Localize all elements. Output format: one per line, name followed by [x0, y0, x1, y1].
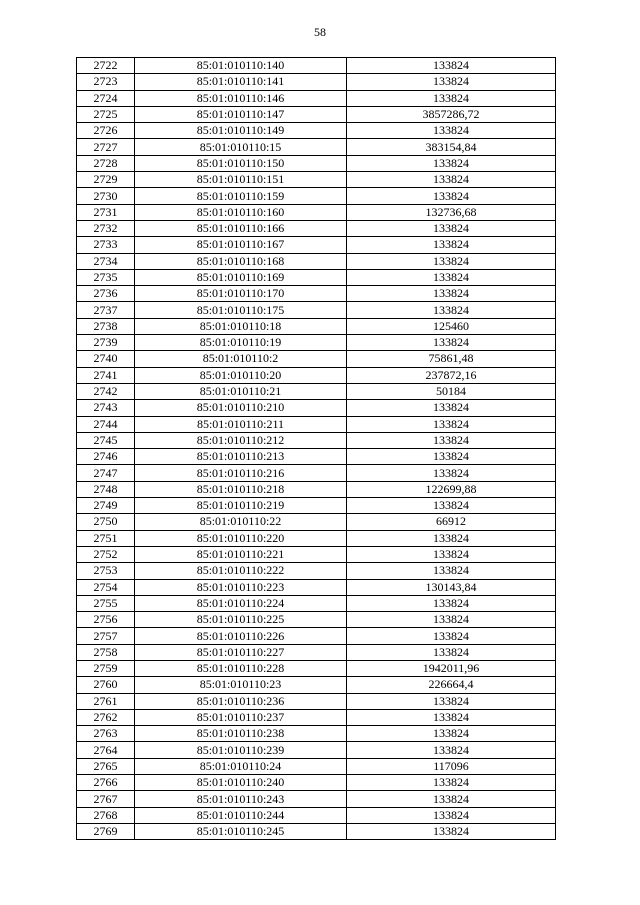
value-cell: 133824 — [347, 58, 556, 74]
row-number-cell: 2751 — [77, 530, 135, 546]
row-number-cell: 2728 — [77, 155, 135, 171]
row-number-cell: 2750 — [77, 514, 135, 530]
cadastral-number-cell: 85:01:010110:223 — [135, 579, 347, 595]
row-number-cell: 2757 — [77, 628, 135, 644]
cadastral-number-cell: 85:01:010110:151 — [135, 172, 347, 188]
table-row — [77, 644, 556, 660]
cadastral-number-cell: 85:01:010110:226 — [135, 628, 347, 644]
table-row — [77, 432, 556, 448]
row-number-cell: 2749 — [77, 498, 135, 514]
cadastral-number-cell: 85:01:010110:147 — [135, 106, 347, 122]
table-row — [77, 465, 556, 481]
row-number-cell: 2762 — [77, 709, 135, 725]
table-row — [77, 726, 556, 742]
value-cell: 133824 — [347, 530, 556, 546]
value-cell: 133824 — [347, 286, 556, 302]
row-number-cell: 2745 — [77, 432, 135, 448]
row-number-cell: 2742 — [77, 383, 135, 399]
value-cell: 133824 — [347, 546, 556, 562]
cadastral-number-cell: 85:01:010110:150 — [135, 155, 347, 171]
row-number-cell: 2765 — [77, 758, 135, 774]
cadastral-number-cell: 85:01:010110:211 — [135, 416, 347, 432]
page-number: 58 — [314, 25, 326, 39]
table-row — [77, 269, 556, 285]
table-row — [77, 498, 556, 514]
cadastral-number-cell: 85:01:010110:160 — [135, 204, 347, 220]
table-row — [77, 155, 556, 171]
cadastral-number-cell: 85:01:010110:18 — [135, 318, 347, 334]
table-row — [77, 58, 556, 74]
row-number-cell: 2759 — [77, 660, 135, 676]
value-cell: 133824 — [347, 465, 556, 481]
row-number-cell: 2732 — [77, 220, 135, 236]
cadastral-number-cell: 85:01:010110:19 — [135, 335, 347, 351]
cadastral-number-cell: 85:01:010110:228 — [135, 660, 347, 676]
table-row — [77, 253, 556, 269]
row-number-cell: 2729 — [77, 172, 135, 188]
row-number-cell: 2748 — [77, 481, 135, 497]
value-cell: 133824 — [347, 237, 556, 253]
row-number-cell: 2726 — [77, 123, 135, 139]
value-cell: 125460 — [347, 318, 556, 334]
table-row — [77, 416, 556, 432]
table-row — [77, 237, 556, 253]
cadastral-number-cell: 85:01:010110:170 — [135, 286, 347, 302]
cadastral-number-cell: 85:01:010110:21 — [135, 383, 347, 399]
row-number-cell: 2722 — [77, 58, 135, 74]
row-number-cell: 2754 — [77, 579, 135, 595]
table-row — [77, 172, 556, 188]
cadastral-number-cell: 85:01:010110:237 — [135, 709, 347, 725]
row-number-cell: 2737 — [77, 302, 135, 318]
table-row — [77, 204, 556, 220]
cadastral-number-cell: 85:01:010110:146 — [135, 90, 347, 106]
table-row — [77, 546, 556, 562]
row-number-cell: 2735 — [77, 269, 135, 285]
table-row — [77, 791, 556, 807]
table-row — [77, 123, 556, 139]
table-row — [77, 335, 556, 351]
value-cell: 133824 — [347, 302, 556, 318]
row-number-cell: 2764 — [77, 742, 135, 758]
row-number-cell: 2746 — [77, 449, 135, 465]
cadastral-number-cell: 85:01:010110:15 — [135, 139, 347, 155]
cadastral-number-cell: 85:01:010110:238 — [135, 726, 347, 742]
table-row — [77, 612, 556, 628]
cadastral-number-cell: 85:01:010110:239 — [135, 742, 347, 758]
value-cell: 133824 — [347, 498, 556, 514]
table-row — [77, 351, 556, 367]
row-number-cell: 2741 — [77, 367, 135, 383]
cadastral-number-cell: 85:01:010110:224 — [135, 595, 347, 611]
row-number-cell: 2736 — [77, 286, 135, 302]
row-number-cell: 2753 — [77, 563, 135, 579]
value-cell: 133824 — [347, 709, 556, 725]
row-number-cell: 2743 — [77, 400, 135, 416]
table-row — [77, 807, 556, 823]
row-number-cell: 2767 — [77, 791, 135, 807]
table-row — [77, 188, 556, 204]
table-row — [77, 106, 556, 122]
data-table — [76, 57, 556, 840]
row-number-cell: 2733 — [77, 237, 135, 253]
value-cell: 133824 — [347, 269, 556, 285]
cadastral-number-cell: 85:01:010110:169 — [135, 269, 347, 285]
table-row — [77, 595, 556, 611]
table-row — [77, 302, 556, 318]
table-row — [77, 139, 556, 155]
cadastral-number-cell: 85:01:010110:218 — [135, 481, 347, 497]
value-cell: 75861,48 — [347, 351, 556, 367]
cadastral-number-cell: 85:01:010110:236 — [135, 693, 347, 709]
value-cell: 133824 — [347, 823, 556, 839]
value-cell: 133824 — [347, 74, 556, 90]
value-cell: 133824 — [347, 220, 556, 236]
table-row — [77, 286, 556, 302]
row-number-cell: 2730 — [77, 188, 135, 204]
row-number-cell: 2755 — [77, 595, 135, 611]
table-row — [77, 579, 556, 595]
value-cell: 133824 — [347, 612, 556, 628]
value-cell: 3857286,72 — [347, 106, 556, 122]
table-row — [77, 660, 556, 676]
row-number-cell: 2724 — [77, 90, 135, 106]
table-row — [77, 693, 556, 709]
row-number-cell: 2739 — [77, 335, 135, 351]
value-cell: 133824 — [347, 172, 556, 188]
table-row — [77, 628, 556, 644]
value-cell: 133824 — [347, 791, 556, 807]
cadastral-number-cell: 85:01:010110:225 — [135, 612, 347, 628]
row-number-cell: 2766 — [77, 775, 135, 791]
cadastral-number-cell: 85:01:010110:149 — [135, 123, 347, 139]
cadastral-number-cell: 85:01:010110:20 — [135, 367, 347, 383]
table-row — [77, 677, 556, 693]
row-number-cell: 2763 — [77, 726, 135, 742]
row-number-cell: 2734 — [77, 253, 135, 269]
row-number-cell: 2758 — [77, 644, 135, 660]
cadastral-number-cell: 85:01:010110:159 — [135, 188, 347, 204]
table-body — [77, 58, 556, 840]
value-cell: 133824 — [347, 742, 556, 758]
value-cell: 1942011,96 — [347, 660, 556, 676]
cadastral-number-cell: 85:01:010110:210 — [135, 400, 347, 416]
table-row — [77, 400, 556, 416]
table-row — [77, 318, 556, 334]
value-cell: 133824 — [347, 628, 556, 644]
cadastral-number-cell: 85:01:010110:2 — [135, 351, 347, 367]
value-cell: 133824 — [347, 123, 556, 139]
row-number-cell: 2756 — [77, 612, 135, 628]
cadastral-number-cell: 85:01:010110:227 — [135, 644, 347, 660]
table-row — [77, 563, 556, 579]
table-row — [77, 383, 556, 399]
table-row — [77, 758, 556, 774]
value-cell: 133824 — [347, 432, 556, 448]
row-number-cell: 2768 — [77, 807, 135, 823]
value-cell: 133824 — [347, 693, 556, 709]
value-cell: 133824 — [347, 90, 556, 106]
value-cell: 133824 — [347, 335, 556, 351]
table-row — [77, 481, 556, 497]
row-number-cell: 2738 — [77, 318, 135, 334]
value-cell: 133824 — [347, 400, 556, 416]
value-cell: 383154,84 — [347, 139, 556, 155]
value-cell: 133824 — [347, 807, 556, 823]
row-number-cell: 2727 — [77, 139, 135, 155]
table-row — [77, 530, 556, 546]
row-number-cell: 2725 — [77, 106, 135, 122]
table-row — [77, 367, 556, 383]
cadastral-number-cell: 85:01:010110:220 — [135, 530, 347, 546]
cadastral-number-cell: 85:01:010110:140 — [135, 58, 347, 74]
row-number-cell: 2731 — [77, 204, 135, 220]
cadastral-number-cell: 85:01:010110:240 — [135, 775, 347, 791]
value-cell: 133824 — [347, 726, 556, 742]
cadastral-number-cell: 85:01:010110:23 — [135, 677, 347, 693]
cadastral-number-cell: 85:01:010110:219 — [135, 498, 347, 514]
value-cell: 133824 — [347, 563, 556, 579]
value-cell: 133824 — [347, 416, 556, 432]
value-cell: 133824 — [347, 449, 556, 465]
cadastral-number-cell: 85:01:010110:22 — [135, 514, 347, 530]
table-row — [77, 74, 556, 90]
value-cell: 133824 — [347, 188, 556, 204]
cadastral-number-cell: 85:01:010110:212 — [135, 432, 347, 448]
row-number-cell: 2761 — [77, 693, 135, 709]
value-cell: 130143,84 — [347, 579, 556, 595]
cadastral-number-cell: 85:01:010110:167 — [135, 237, 347, 253]
value-cell: 133824 — [347, 775, 556, 791]
row-number-cell: 2760 — [77, 677, 135, 693]
cadastral-number-cell: 85:01:010110:213 — [135, 449, 347, 465]
cadastral-number-cell: 85:01:010110:168 — [135, 253, 347, 269]
cadastral-number-cell: 85:01:010110:24 — [135, 758, 347, 774]
cadastral-number-cell: 85:01:010110:221 — [135, 546, 347, 562]
cadastral-number-cell: 85:01:010110:243 — [135, 791, 347, 807]
row-number-cell: 2723 — [77, 74, 135, 90]
cadastral-number-cell: 85:01:010110:222 — [135, 563, 347, 579]
cadastral-number-cell: 85:01:010110:244 — [135, 807, 347, 823]
value-cell: 133824 — [347, 253, 556, 269]
value-cell: 133824 — [347, 595, 556, 611]
table-row — [77, 514, 556, 530]
cadastral-number-cell: 85:01:010110:245 — [135, 823, 347, 839]
table-row — [77, 449, 556, 465]
row-number-cell: 2747 — [77, 465, 135, 481]
value-cell: 226664,4 — [347, 677, 556, 693]
row-number-cell: 2769 — [77, 823, 135, 839]
table-row — [77, 90, 556, 106]
row-number-cell: 2744 — [77, 416, 135, 432]
table-row — [77, 709, 556, 725]
cadastral-number-cell: 85:01:010110:166 — [135, 220, 347, 236]
value-cell: 117096 — [347, 758, 556, 774]
cadastral-number-cell: 85:01:010110:216 — [135, 465, 347, 481]
value-cell: 132736,68 — [347, 204, 556, 220]
table-row — [77, 823, 556, 839]
row-number-cell: 2740 — [77, 351, 135, 367]
value-cell: 133824 — [347, 644, 556, 660]
value-cell: 50184 — [347, 383, 556, 399]
table-row — [77, 742, 556, 758]
table-row — [77, 775, 556, 791]
value-cell: 133824 — [347, 155, 556, 171]
value-cell: 122699,88 — [347, 481, 556, 497]
row-number-cell: 2752 — [77, 546, 135, 562]
value-cell: 66912 — [347, 514, 556, 530]
value-cell: 237872,16 — [347, 367, 556, 383]
cadastral-number-cell: 85:01:010110:141 — [135, 74, 347, 90]
table-row — [77, 220, 556, 236]
cadastral-number-cell: 85:01:010110:175 — [135, 302, 347, 318]
